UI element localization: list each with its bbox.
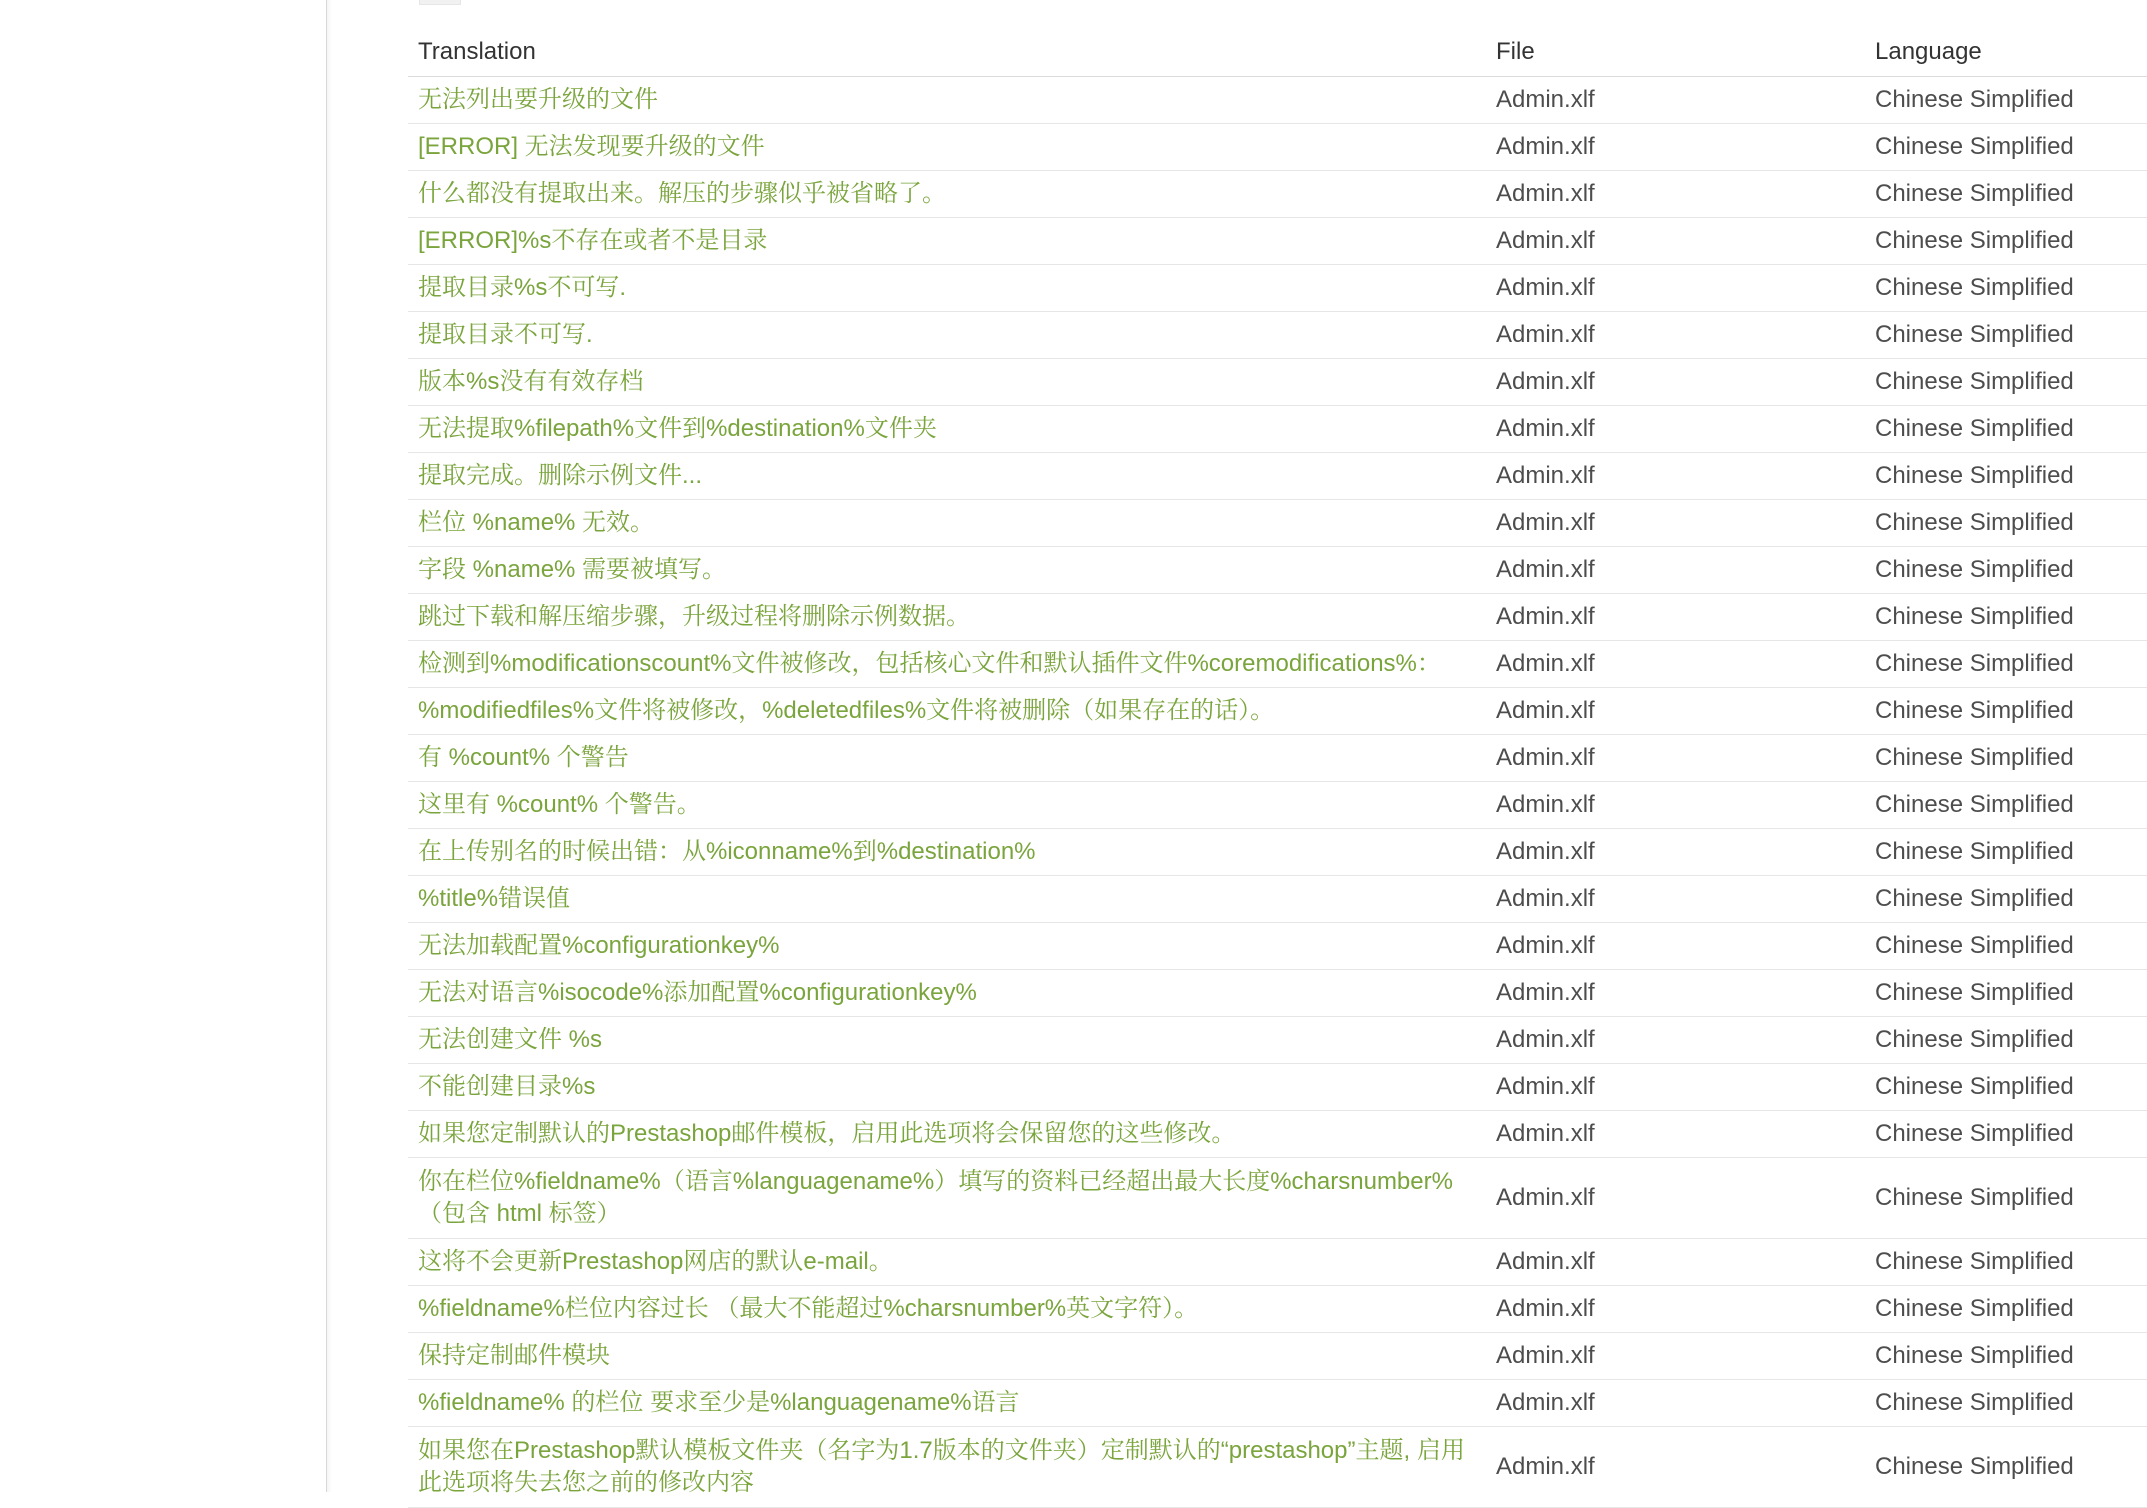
- file-cell: Admin.xlf: [1486, 453, 1865, 500]
- translation-cell: [408, 265, 1486, 312]
- file-cell: Admin.xlf: [1486, 688, 1865, 735]
- file-cell: Admin.xlf: [1486, 1427, 1865, 1508]
- translation-cell: [408, 1158, 1486, 1239]
- translation-link[interactable]: 提取目录%s不可写.: [418, 274, 627, 301]
- file-cell: Admin.xlf: [1486, 594, 1865, 641]
- language-cell: Chinese Simplified: [1865, 1017, 2147, 1064]
- language-cell: Chinese Simplified: [1865, 970, 2147, 1017]
- language-cell: Chinese Simplified: [1865, 124, 2147, 171]
- table-row: [408, 782, 2147, 829]
- table-row: [408, 171, 2147, 218]
- file-cell: Admin.xlf: [1486, 1286, 1865, 1333]
- translation-link[interactable]: %fieldname%栏位内容过长 （最大不能超过%charsnumber%英文字符）。: [418, 1295, 1199, 1322]
- translation-link[interactable]: 无法加载配置%configurationkey%: [418, 932, 780, 959]
- file-cell: Admin.xlf: [1486, 782, 1865, 829]
- translation-link[interactable]: %modifiedfiles%文件将被修改，%deletedfiles%文件将被删除（如果存在的话）。: [418, 697, 1275, 724]
- translation-link[interactable]: %fieldname% 的栏位 要求至少是%languagename%语言: [418, 1389, 1020, 1416]
- language-cell: Chinese Simplified: [1865, 923, 2147, 970]
- translation-link[interactable]: 无法对语言%isocode%添加配置%configurationkey%: [418, 979, 977, 1006]
- translation-link[interactable]: 提取目录不可写.: [418, 321, 593, 348]
- translation-link[interactable]: 在上传别名的时候出错：从%iconname%到%destination%: [418, 838, 1036, 865]
- language-cell: Chinese Simplified: [1865, 1239, 2147, 1286]
- table-header-row: [408, 24, 2147, 77]
- translation-cell: [408, 547, 1486, 594]
- language-cell: Chinese Simplified: [1865, 594, 2147, 641]
- table-row: [408, 1064, 2147, 1111]
- file-cell: Admin.xlf: [1486, 829, 1865, 876]
- table-row: [408, 265, 2147, 312]
- translation-cell: [408, 1333, 1486, 1380]
- translation-link[interactable]: 如果您在Prestashop默认模板文件夹（名字为1.7版本的文件夹）定制默认的“prestashop”主题, 启用此选项将失去您之前的修改内容: [418, 1437, 1465, 1496]
- language-cell: Chinese Simplified: [1865, 1333, 2147, 1380]
- translation-cell: [408, 312, 1486, 359]
- translation-link[interactable]: 版本%s没有有效存档: [418, 368, 644, 395]
- file-cell: Admin.xlf: [1486, 1111, 1865, 1158]
- translation-cell: [408, 594, 1486, 641]
- translation-cell: [408, 1286, 1486, 1333]
- file-cell: Admin.xlf: [1486, 218, 1865, 265]
- table-row: [408, 923, 2147, 970]
- table-row: [408, 876, 2147, 923]
- language-cell: Chinese Simplified: [1865, 735, 2147, 782]
- language-cell: Chinese Simplified: [1865, 312, 2147, 359]
- language-cell: Chinese Simplified: [1865, 265, 2147, 312]
- translation-cell: [408, 923, 1486, 970]
- language-cell: Chinese Simplified: [1865, 876, 2147, 923]
- language-cell: Chinese Simplified: [1865, 547, 2147, 594]
- column-header-file: File: [1486, 24, 1865, 77]
- file-cell: Admin.xlf: [1486, 923, 1865, 970]
- language-cell: Chinese Simplified: [1865, 688, 2147, 735]
- translation-cell: [408, 406, 1486, 453]
- table-row: [408, 829, 2147, 876]
- file-cell: Admin.xlf: [1486, 1017, 1865, 1064]
- table-row: [408, 1427, 2147, 1508]
- translation-cell: [408, 829, 1486, 876]
- translation-cell: [408, 1111, 1486, 1158]
- translation-cell: [408, 1017, 1486, 1064]
- translation-cell: [408, 782, 1486, 829]
- table-row: [408, 970, 2147, 1017]
- translation-cell: [408, 1239, 1486, 1286]
- sidebar-divider: [326, 0, 332, 1492]
- translation-cell: [408, 218, 1486, 265]
- file-cell: Admin.xlf: [1486, 312, 1865, 359]
- table-row: [408, 547, 2147, 594]
- table-row: [408, 359, 2147, 406]
- translation-link[interactable]: 什么都没有提取出来。解压的步骤似乎被省略了。: [418, 180, 946, 207]
- translation-cell: [408, 124, 1486, 171]
- table-row: [408, 1380, 2147, 1427]
- language-cell: Chinese Simplified: [1865, 171, 2147, 218]
- table-row: [408, 641, 2147, 688]
- file-cell: Admin.xlf: [1486, 77, 1865, 124]
- translation-link[interactable]: 无法提取%filepath%文件到%destination%文件夹: [418, 415, 937, 442]
- translation-link[interactable]: 这里有 %count% 个警告。: [418, 791, 701, 818]
- sidebar: [0, 0, 327, 1492]
- translation-cell: [408, 359, 1486, 406]
- table-body: [408, 77, 2147, 1508]
- translation-cell: [408, 970, 1486, 1017]
- table-row: [408, 124, 2147, 171]
- language-cell: Chinese Simplified: [1865, 1286, 2147, 1333]
- table-row: [408, 688, 2147, 735]
- column-header-translation: Translation: [408, 24, 1486, 77]
- file-cell: Admin.xlf: [1486, 1064, 1865, 1111]
- file-cell: Admin.xlf: [1486, 171, 1865, 218]
- language-cell: Chinese Simplified: [1865, 1064, 2147, 1111]
- translation-cell: [408, 500, 1486, 547]
- table-row: [408, 218, 2147, 265]
- table-row: [408, 500, 2147, 547]
- language-cell: Chinese Simplified: [1865, 77, 2147, 124]
- translation-link[interactable]: 你在栏位%fieldname%（语言%languagename%）填写的资料已经超出最大长度%charsnumber%（包含 html 标签）: [418, 1168, 1453, 1227]
- table-row: [408, 735, 2147, 782]
- file-cell: Admin.xlf: [1486, 641, 1865, 688]
- translation-cell: [408, 77, 1486, 124]
- translation-cell: [408, 171, 1486, 218]
- language-cell: Chinese Simplified: [1865, 1380, 2147, 1427]
- language-cell: Chinese Simplified: [1865, 453, 2147, 500]
- table-row: [408, 406, 2147, 453]
- language-cell: Chinese Simplified: [1865, 500, 2147, 547]
- language-cell: Chinese Simplified: [1865, 641, 2147, 688]
- translation-cell: [408, 1064, 1486, 1111]
- translation-link[interactable]: 如果您定制默认的Prestashop邮件模板，启用此选项将会保留您的这些修改。: [418, 1120, 1236, 1147]
- file-cell: Admin.xlf: [1486, 406, 1865, 453]
- language-cell: Chinese Simplified: [1865, 218, 2147, 265]
- language-cell: Chinese Simplified: [1865, 1158, 2147, 1239]
- table-row: [408, 1158, 2147, 1239]
- translation-cell: [408, 1427, 1486, 1508]
- translation-link[interactable]: 不能创建目录%s: [418, 1073, 596, 1100]
- language-cell: Chinese Simplified: [1865, 359, 2147, 406]
- translation-link[interactable]: 跳过下载和解压缩步骤，升级过程将删除示例数据。: [418, 603, 970, 630]
- table-row: [408, 1286, 2147, 1333]
- file-cell: Admin.xlf: [1486, 1239, 1865, 1286]
- translation-link[interactable]: 检测到%modificationscount%文件被修改，包括核心文件和默认插件文件%coremodifications%：: [418, 650, 1441, 677]
- table-row: [408, 312, 2147, 359]
- language-cell: Chinese Simplified: [1865, 829, 2147, 876]
- file-cell: Admin.xlf: [1486, 265, 1865, 312]
- file-cell: Admin.xlf: [1486, 500, 1865, 547]
- translation-link[interactable]: 这将不会更新Prestashop网店的默认e-mail。: [418, 1248, 893, 1275]
- translation-link[interactable]: 无法列出要升级的文件: [418, 86, 658, 113]
- language-cell: Chinese Simplified: [1865, 1111, 2147, 1158]
- translation-link[interactable]: [ERROR] 无法发现要升级的文件: [418, 133, 765, 160]
- table-row: [408, 1017, 2147, 1064]
- language-cell: Chinese Simplified: [1865, 406, 2147, 453]
- file-cell: Admin.xlf: [1486, 876, 1865, 923]
- translation-cell: [408, 453, 1486, 500]
- translation-link[interactable]: [ERROR]%s不存在或者不是目录: [418, 227, 768, 254]
- file-cell: Admin.xlf: [1486, 124, 1865, 171]
- translation-link[interactable]: 提取完成。删除示例文件...: [418, 462, 703, 489]
- translation-cell: [408, 735, 1486, 782]
- file-cell: Admin.xlf: [1486, 735, 1865, 782]
- translation-link[interactable]: 保持定制邮件模块: [418, 1342, 610, 1369]
- file-cell: Admin.xlf: [1486, 1380, 1865, 1427]
- translation-cell: [408, 641, 1486, 688]
- table-row: [408, 1111, 2147, 1158]
- file-cell: Admin.xlf: [1486, 1158, 1865, 1239]
- translation-cell: [408, 1380, 1486, 1427]
- translation-link[interactable]: 字段 %name% 需要被填写。: [418, 556, 727, 583]
- table-row: [408, 453, 2147, 500]
- table-row: [408, 77, 2147, 124]
- table-row: [408, 594, 2147, 641]
- column-header-language: Language: [1865, 24, 2147, 77]
- translation-cell: [408, 688, 1486, 735]
- translation-link[interactable]: 栏位 %name% 无效。: [418, 509, 655, 536]
- translation-link[interactable]: 无法创建文件 %s: [418, 1026, 603, 1053]
- translation-cell: [408, 876, 1486, 923]
- translations-table: [408, 24, 2147, 1508]
- translation-link[interactable]: %title%错误值: [418, 885, 571, 912]
- file-cell: Admin.xlf: [1486, 970, 1865, 1017]
- file-cell: Admin.xlf: [1486, 1333, 1865, 1380]
- file-cell: Admin.xlf: [1486, 359, 1865, 406]
- language-cell: Chinese Simplified: [1865, 782, 2147, 829]
- top-control-stub: [419, 0, 461, 5]
- file-cell: Admin.xlf: [1486, 547, 1865, 594]
- table-row: [408, 1333, 2147, 1380]
- language-cell: Chinese Simplified: [1865, 1427, 2147, 1508]
- table-row: [408, 1239, 2147, 1286]
- translation-link[interactable]: 有 %count% 个警告: [418, 744, 629, 771]
- translations-content: [408, 24, 2147, 1508]
